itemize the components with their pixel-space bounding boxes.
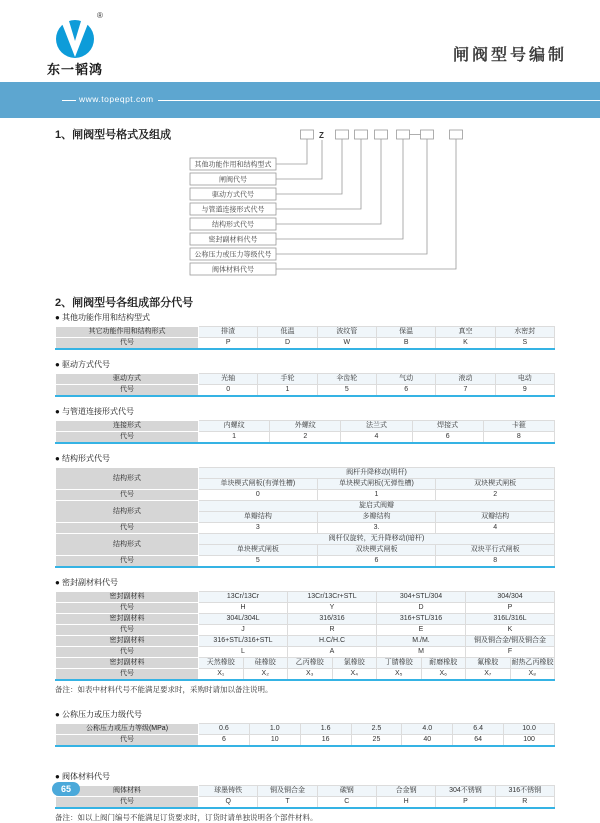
- diagram-label: 其他功能作用和结构型式: [194, 161, 272, 169]
- diagram-label: 结构形式代号: [212, 221, 254, 229]
- drive-mode-table-cell: 伞齿轮: [317, 374, 376, 385]
- seal-material-table-cell: H: [199, 603, 288, 614]
- seal-material-table-cell: X₆: [421, 669, 466, 681]
- registered-trademark: ®: [97, 11, 103, 20]
- seal-material-table-cell: E: [377, 625, 466, 636]
- seal-material-table-cell: X₄: [332, 669, 377, 681]
- pressure-table-cell: 16: [300, 735, 351, 747]
- seal-material-table-cell: 316/316: [288, 614, 377, 625]
- pressure-block: [55, 709, 555, 747]
- code-box-1: [301, 130, 314, 139]
- drive-mode-table-cell: 电动: [495, 374, 554, 385]
- seal-material-table-cell: 13Cr/13Cr: [199, 592, 288, 603]
- seal-material-table-cell: 304/304: [466, 592, 555, 603]
- body-material-table-cell: 304不锈钢: [436, 786, 495, 797]
- connection-table-cell: 连接形式: [56, 421, 199, 432]
- pressure-table-cell: 100: [504, 735, 555, 747]
- other-function-table-cell: 低温: [258, 327, 317, 338]
- seal-material-table-cell: 铜及铜合金/铜及铜合金: [466, 636, 555, 647]
- connection-table-cell: 外螺纹: [270, 421, 341, 432]
- seal-material-table-cell: 耐热乙丙橡胶: [510, 658, 555, 669]
- code-box-8: [450, 130, 463, 139]
- other-function-table-cell: 水密封: [495, 327, 554, 338]
- other-function-table-cell: W: [317, 338, 376, 350]
- connector-1: [276, 139, 307, 164]
- structure-table-cell: 双块楔式闸板: [317, 545, 436, 556]
- drive-mode-table-cell: 代号: [56, 385, 199, 397]
- seal-material-table-cell: 耐磨橡胶: [421, 658, 466, 669]
- seal-material-block: [55, 577, 555, 695]
- structure-table-cell: 多瓣结构: [317, 512, 436, 523]
- structure-table-cell: 结构形式: [56, 468, 199, 490]
- drive-mode-table-cell: 气动: [376, 374, 435, 385]
- drive-mode-table-cell: 1: [258, 385, 317, 397]
- structure-table-cell: 代号: [56, 490, 199, 501]
- seal-material-table-cell: 密封副材料: [56, 614, 199, 625]
- structure-table: [55, 467, 555, 568]
- seal-material-table-cell: 密封副材料: [56, 592, 199, 603]
- seal-material-table-cell: M./M.: [377, 636, 466, 647]
- connection-block: [55, 406, 555, 444]
- seal-material-table-cell: 氟橡胶: [466, 658, 511, 669]
- body-material-table-cell: 球墨铸铁: [199, 786, 258, 797]
- pressure-table-cell: 10.0: [504, 724, 555, 735]
- structure-table-cell: 单块楔式闸板(有弹性槽): [199, 479, 318, 490]
- diagram-label: 闸阀代号: [219, 176, 247, 184]
- connection-table: [55, 420, 555, 444]
- pressure-table-cell: 6.4: [453, 724, 504, 735]
- brand-name: 东一韬鸿: [46, 62, 103, 77]
- diagram-label: 驱动方式代号: [212, 191, 254, 199]
- seal-material-table-cell: 密封副材料: [56, 658, 199, 669]
- diagram-label: 阀体材料代号: [212, 266, 254, 274]
- seal-material-table-cell: X₃: [288, 669, 333, 681]
- connection-table-cell: 内螺纹: [199, 421, 270, 432]
- connection-table-cell: 6: [412, 432, 483, 444]
- seal-material-table-cell: P: [466, 603, 555, 614]
- pressure-table-cell: 代号: [56, 735, 199, 747]
- table-bullet: ● 与管道连接形式代号: [55, 407, 135, 416]
- code-box-7: [421, 130, 434, 139]
- structure-table-cell: 1: [317, 490, 436, 501]
- seal-material-table-cell: 13Cr/13Cr+STL: [288, 592, 377, 603]
- drive-mode-table-cell: 0: [199, 385, 258, 397]
- other-function-table-cell: 真空: [436, 327, 495, 338]
- structure-table-cell: 3: [199, 523, 318, 534]
- table-bullet: ● 公称压力或压力级代号: [55, 710, 143, 719]
- seal-material-table-cell: 304L/304L: [199, 614, 288, 625]
- connector-5: [276, 139, 381, 224]
- code-box-4: [355, 130, 368, 139]
- drive-mode-table-cell: 6: [376, 385, 435, 397]
- structure-table-cell: 双瓣结构: [436, 512, 555, 523]
- drive-mode-table-cell: 驱动方式: [56, 374, 199, 385]
- seal-material-table-cell: 316L/316L: [466, 614, 555, 625]
- band-rule-left: [62, 100, 76, 101]
- other-function-table-cell: B: [376, 338, 435, 350]
- seal-material-table-cell: 乙丙橡胶: [288, 658, 333, 669]
- connection-table-cell: 8: [483, 432, 554, 444]
- body-material-table-cell: 合金钢: [376, 786, 435, 797]
- body-material-table: [55, 785, 555, 809]
- body-material-table-cell: 代号: [56, 797, 199, 809]
- drive-mode-block: [55, 359, 555, 397]
- drive-mode-table: [55, 373, 555, 397]
- seal-material-table-cell: K: [466, 625, 555, 636]
- connection-table-cell: 1: [199, 432, 270, 444]
- drive-mode-table-cell: 9: [495, 385, 554, 397]
- connector-7: [276, 139, 427, 254]
- seal-material-table-cell: H.C/H.C: [288, 636, 377, 647]
- structure-table-cell: 0: [199, 490, 318, 501]
- other-function-table-cell: 其它功能作用和结构形式: [56, 327, 199, 338]
- structure-block: [55, 453, 555, 568]
- gate-valve-letter: Z: [319, 131, 324, 140]
- seal-material-table-cell: 代号: [56, 647, 199, 658]
- drive-mode-table-cell: 光轴: [199, 374, 258, 385]
- structure-table-cell: 8: [436, 556, 555, 568]
- page-title: 闸阀型号编制: [452, 47, 567, 64]
- structure-table-cell: 代号: [56, 556, 199, 568]
- structure-table-cell: 3.: [317, 523, 436, 534]
- body-material-table-cell: 316不锈钢: [495, 786, 554, 797]
- body-material-table-cell: R: [495, 797, 554, 809]
- seal-material-table-cell: X₂: [243, 669, 288, 681]
- diagram-label: 密封副材料代号: [208, 236, 258, 244]
- table-bullet: ● 结构形式代号: [55, 454, 111, 463]
- seal-material-table-cell: D: [377, 603, 466, 614]
- band-rule-right: [158, 100, 600, 101]
- seal-material-table-cell: A: [288, 647, 377, 658]
- connection-table-cell: 4: [341, 432, 412, 444]
- body-material-table-cell: H: [376, 797, 435, 809]
- other-function-table-cell: D: [258, 338, 317, 350]
- pressure-table-cell: 64: [453, 735, 504, 747]
- seal-material-table-cell: X₈: [510, 669, 555, 681]
- seal-material-table-cell: 304+STL/304: [377, 592, 466, 603]
- body-material-table-cell: Q: [199, 797, 258, 809]
- section-1-title: 1、闸阀型号格式及组成: [55, 129, 172, 141]
- pressure-table-cell: 4.0: [402, 724, 453, 735]
- connection-table-cell: 2: [270, 432, 341, 444]
- structure-table-cell: 4: [436, 523, 555, 534]
- connector-4: [276, 139, 361, 209]
- seal-material-table-cell: 密封副材料: [56, 636, 199, 647]
- model-format-diagram: [0, 126, 600, 286]
- table-bullet: ● 其他功能作用和结构型式: [55, 313, 151, 322]
- drive-mode-table-cell: 7: [436, 385, 495, 397]
- website-url: www.topeqpt.com: [79, 94, 154, 104]
- seal-material-table-cell: J: [199, 625, 288, 636]
- other-function-table-cell: S: [495, 338, 554, 350]
- structure-table-cell: 双块平行式闸板: [436, 545, 555, 556]
- other-function-table-cell: 代号: [56, 338, 199, 350]
- diagram-label: 公称压力或压力等级代号: [194, 251, 272, 259]
- structure-table-cell: 阀杆仅旋转，无升降移动(暗杆): [199, 534, 555, 545]
- body-material-table-cell: C: [317, 797, 376, 809]
- pressure-table-cell: 40: [402, 735, 453, 747]
- pressure-table-cell: 0.6: [199, 724, 250, 735]
- pressure-table-cell: 1.6: [300, 724, 351, 735]
- connector-2: [276, 140, 322, 179]
- structure-table-cell: 单块楔式闸板(无弹性槽): [317, 479, 436, 490]
- pressure-table-cell: 1.0: [249, 724, 300, 735]
- table-bullet: ● 密封副材料代号: [55, 578, 119, 587]
- other-function-table-cell: 排渣: [199, 327, 258, 338]
- other-function-table: [55, 326, 555, 350]
- seal-material-note: 备注：如表中材料代号不能满足要求时，采购时请加以备注说明。: [55, 685, 273, 694]
- code-box-5: [375, 130, 388, 139]
- structure-table-cell: 阀杆升降移动(明杆): [199, 468, 555, 479]
- connection-table-cell: 代号: [56, 432, 199, 444]
- structure-table-cell: 结构形式: [56, 501, 199, 523]
- other-function-block: [55, 312, 555, 350]
- body-material-table-cell: 碳钢: [317, 786, 376, 797]
- other-function-table-cell: 波纹管: [317, 327, 376, 338]
- seal-material-table-cell: 代号: [56, 625, 199, 636]
- code-tables-area: [55, 312, 555, 823]
- seal-material-table-cell: L: [199, 647, 288, 658]
- seal-material-table-cell: 硅橡胶: [243, 658, 288, 669]
- pressure-table-cell: 25: [351, 735, 402, 747]
- seal-material-table-cell: Y: [288, 603, 377, 614]
- page-number-badge: 65: [52, 782, 80, 796]
- seal-material-table: [55, 591, 555, 681]
- other-function-table-cell: P: [199, 338, 258, 350]
- connection-table-cell: 焊接式: [412, 421, 483, 432]
- seal-material-table-cell: 天然橡胶: [199, 658, 244, 669]
- body-material-block: [55, 771, 555, 823]
- structure-table-cell: 6: [317, 556, 436, 568]
- structure-table-cell: 单瓣结构: [199, 512, 318, 523]
- seal-material-table-cell: F: [466, 647, 555, 658]
- seal-material-table-cell: 316+STL/316: [377, 614, 466, 625]
- seal-material-table-cell: X₅: [377, 669, 422, 681]
- company-logo-icon: [52, 12, 98, 65]
- table-bullet: ● 阀体材料代号: [55, 772, 111, 781]
- code-box-3: [336, 130, 349, 139]
- drive-mode-table-cell: 5: [317, 385, 376, 397]
- body-material-table-cell: 阀体材料: [56, 786, 199, 797]
- seal-material-table-cell: 代号: [56, 603, 199, 614]
- drive-mode-table-cell: 液动: [436, 374, 495, 385]
- connector-3: [276, 139, 342, 194]
- structure-table-cell: 单块楔式闸板: [199, 545, 318, 556]
- structure-table-cell: 代号: [56, 523, 199, 534]
- body-material-table-cell: T: [258, 797, 317, 809]
- structure-table-cell: 双块楔式闸板: [436, 479, 555, 490]
- other-function-table-cell: K: [436, 338, 495, 350]
- structure-table-cell: 结构形式: [56, 534, 199, 556]
- structure-table-cell: 旋启式阀瓣: [199, 501, 555, 512]
- header-band: [0, 82, 600, 118]
- connector-8: [276, 139, 456, 269]
- table-bullet: ● 驱动方式代号: [55, 360, 111, 369]
- section-2-title: 2、闸阀型号各组成部分代号: [55, 297, 194, 309]
- seal-material-table-cell: 316+STL/316+STL: [199, 636, 288, 647]
- diagram-label: 与管道连接形式代号: [201, 206, 265, 214]
- pressure-table-cell: 6: [199, 735, 250, 747]
- structure-table-cell: 5: [199, 556, 318, 568]
- code-box-6: [397, 130, 410, 139]
- pressure-table: [55, 723, 555, 747]
- pressure-table-cell: 10: [249, 735, 300, 747]
- body-material-table-cell: 铜及铜合金: [258, 786, 317, 797]
- structure-table-cell: 2: [436, 490, 555, 501]
- seal-material-table-cell: 氯橡胶: [332, 658, 377, 669]
- body-material-table-cell: P: [436, 797, 495, 809]
- connection-table-cell: 法兰式: [341, 421, 412, 432]
- connection-table-cell: 卡箍: [483, 421, 554, 432]
- body-material-note: 备注：如以上阀门编号不能满足订货要求时，订货时请单独说明各个部件材料。: [55, 813, 318, 822]
- other-function-table-cell: 保温: [376, 327, 435, 338]
- seal-material-table-cell: 丁腈橡胶: [377, 658, 422, 669]
- drive-mode-table-cell: 手轮: [258, 374, 317, 385]
- seal-material-table-cell: R: [288, 625, 377, 636]
- seal-material-table-cell: X₇: [466, 669, 511, 681]
- seal-material-table-cell: 代号: [56, 669, 199, 681]
- pressure-table-cell: 2.5: [351, 724, 402, 735]
- pressure-table-cell: 公称压力或压力等级(MPa): [56, 724, 199, 735]
- seal-material-table-cell: M: [377, 647, 466, 658]
- seal-material-table-cell: X₁: [199, 669, 244, 681]
